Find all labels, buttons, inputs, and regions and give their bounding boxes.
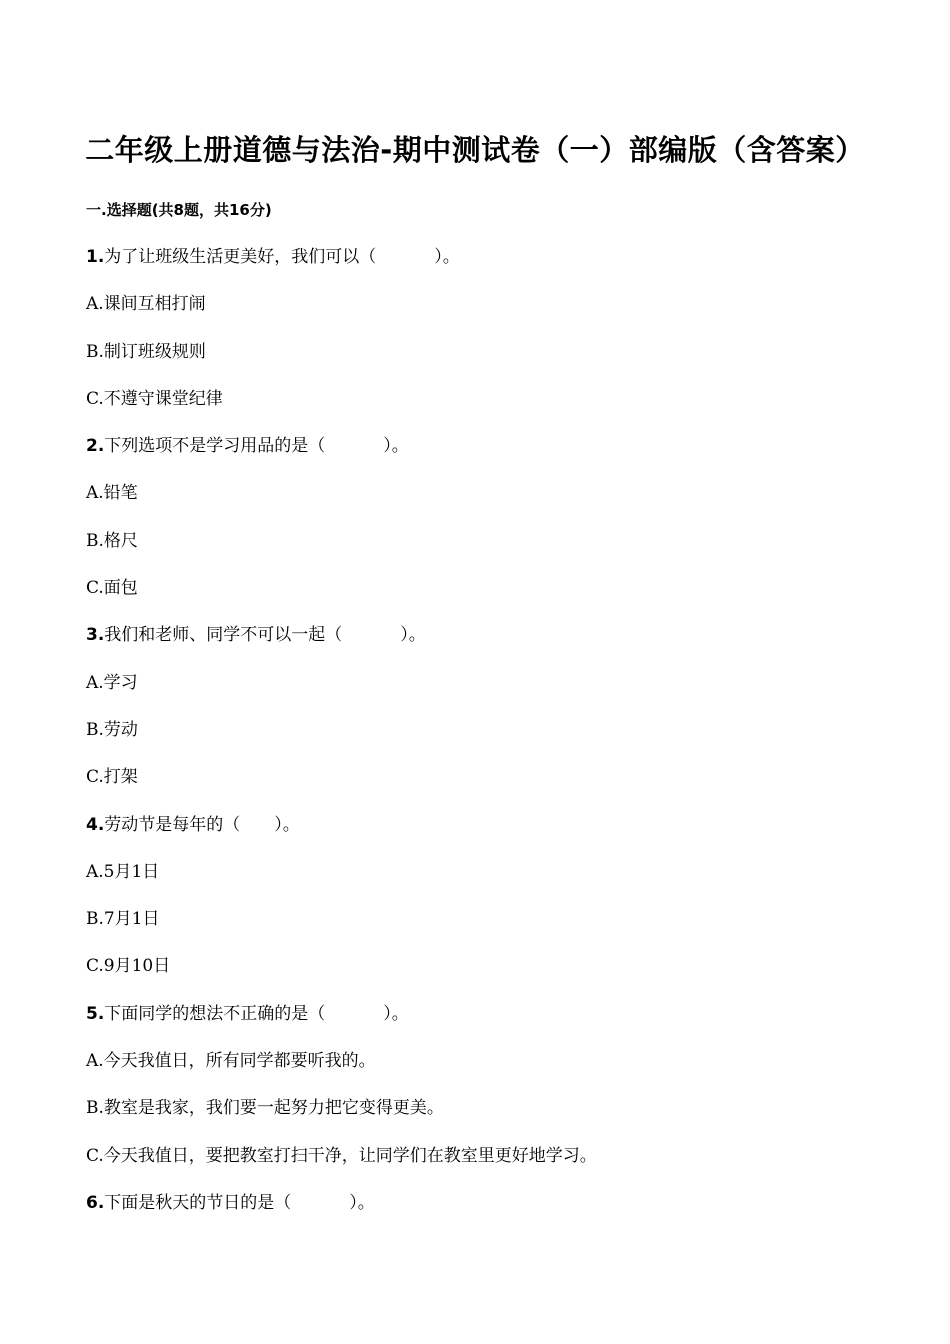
question-text: 劳动节是每年的（ — [104, 814, 241, 835]
answer-option: A.5月1日 — [86, 861, 160, 882]
document-title: 二年级上册道德与法治-期中测试卷（一）部编版（含答案） — [85, 133, 865, 167]
question-number: 4. — [86, 814, 105, 835]
question-number: 5. — [86, 1003, 105, 1024]
answer-option: B.7月1日 — [86, 909, 160, 930]
question-text-end: ）。 — [434, 247, 460, 267]
question-text: 下列选项不是学习用品的是（ — [104, 436, 326, 457]
question-stem — [86, 811, 886, 858]
question-number: 1. — [86, 247, 105, 267]
answer-option: C.面包 — [86, 578, 138, 599]
question-text-end: ）。 — [274, 814, 300, 835]
question-text-end: ）。 — [400, 625, 426, 646]
question-number: 3. — [86, 625, 105, 646]
question-text: 为了让班级生活更美好，我们可以（ — [104, 247, 377, 267]
answer-option: C.今天我值日，要把教室打扫干净，让同学们在教室里更好地学习。 — [86, 1145, 597, 1166]
answer-option: B.格尺 — [86, 530, 138, 551]
answer-option: C.9月10日 — [86, 956, 171, 977]
answer-option: C.打架 — [86, 767, 138, 788]
answer-option: A.学习 — [86, 672, 138, 693]
answer-option: A.铅笔 — [86, 483, 138, 504]
answer-option: C.不遵守课堂纪律 — [86, 388, 223, 409]
question-text: 我们和老师、同学不可以一起（ — [104, 625, 343, 646]
question-stem — [86, 243, 886, 290]
answer-option: B.制订班级规则 — [86, 341, 206, 362]
question-text: 下面同学的想法不正确的是（ — [104, 1003, 326, 1024]
question-stem — [86, 432, 886, 479]
question-number: 6. — [86, 1192, 105, 1213]
section-heading: 一.选择题(共8题，共16分) — [86, 201, 272, 219]
question-text-end: ）。 — [383, 436, 409, 457]
question-list — [86, 243, 886, 1236]
question-text-end: ）。 — [349, 1192, 375, 1213]
question-stem — [86, 621, 886, 668]
question-text-end: ）。 — [383, 1003, 409, 1024]
answer-option: B.教室是我家，我们要一起努力把它变得更美。 — [86, 1098, 444, 1119]
question-stem — [86, 1189, 886, 1236]
question-number: 2. — [86, 436, 105, 457]
answer-option: A.今天我值日，所有同学都要听我的。 — [86, 1051, 376, 1072]
answer-option: A.课间互相打闹 — [86, 294, 206, 315]
question-text: 下面是秋天的节日的是（ — [104, 1192, 292, 1213]
question-stem — [86, 1000, 886, 1047]
answer-option: B.劳动 — [86, 719, 138, 740]
